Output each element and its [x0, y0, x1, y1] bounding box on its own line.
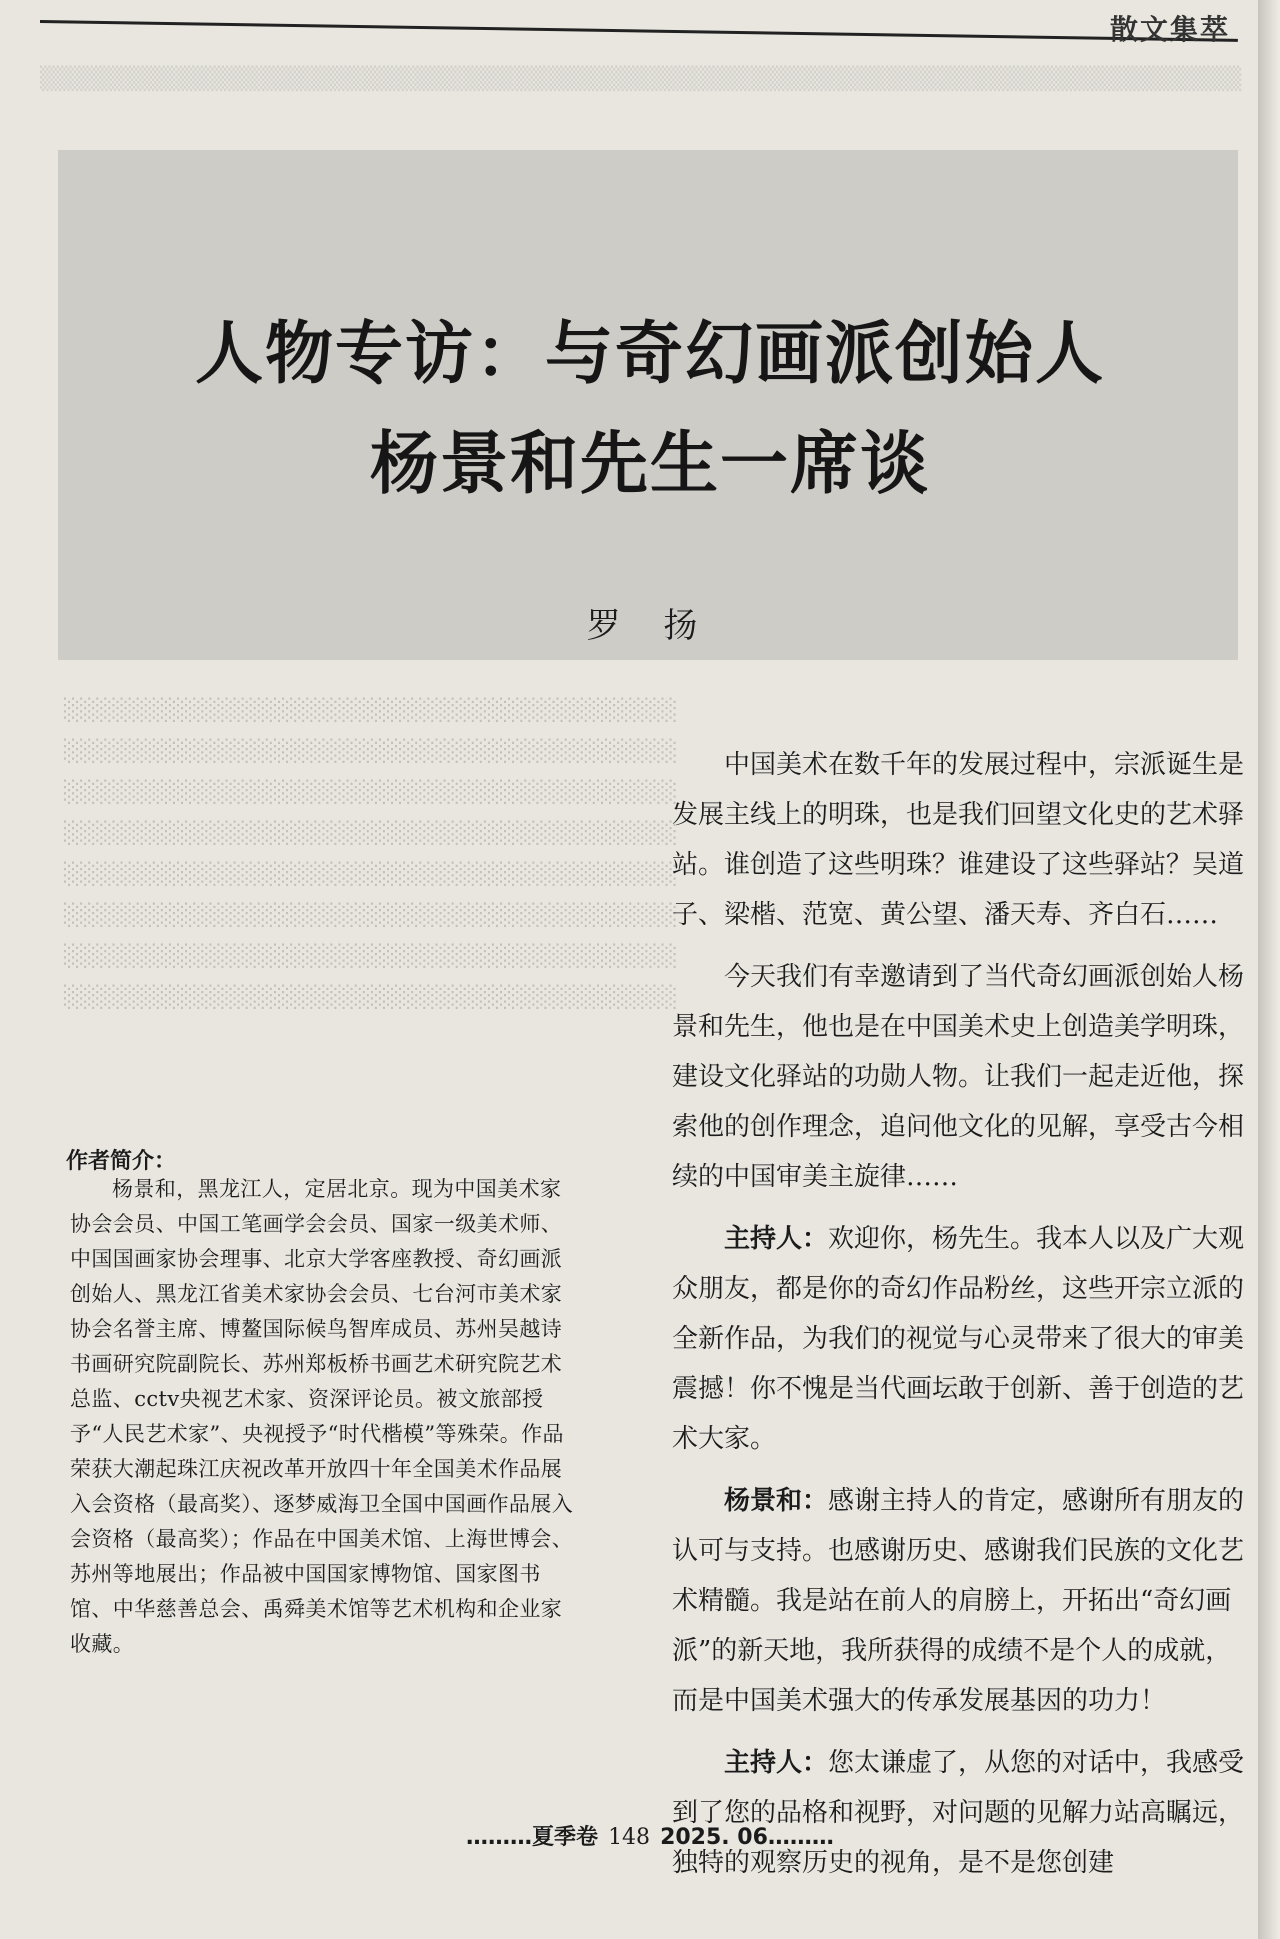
header-rule — [40, 20, 1238, 42]
footer-date: 2025. 06……… — [660, 1825, 834, 1850]
paragraph-guest-1 — [672, 1476, 1252, 1726]
article-title-line-2: 杨景和先生一席谈 — [369, 425, 930, 504]
section-label: 散文集萃 — [1109, 13, 1230, 46]
bleed-through-texture: ▒▒▒▒▒▒▒▒▒▒▒▒▒▒▒▒▒▒▒▒▒▒▒▒▒▒▒▒▒▒▒▒▒▒▒▒▒▒▒▒▒▒▒▒▒▒▒▒▒▒▒▒▒▒▒▒▒▒▒▒▒▒▒▒▒▒▒▒▒▒▒ — [40, 67, 1242, 92]
paragraph-guest-intro: 今天我们有幸邀请到了当代奇幻画派创始人杨景和先生，他也是在中国美术史上创造美学明珠，建设文化驿站的功勋人物。让我们一起走近他，探索他的创作理念，追问他文化的见解，享受古今相续的中国审美主旋律…… — [672, 962, 1245, 1192]
speaker-host: 主持人： — [724, 1224, 829, 1254]
footer-volume: ………夏季卷 — [466, 1825, 599, 1850]
article-body — [672, 740, 1252, 1900]
page-number: 148 — [608, 1825, 651, 1850]
guest-remark: 感谢主持人的肯定，感谢所有朋友的认可与支持。也感谢历史、感谢我们民族的文化艺术精髓。我是站在前人的肩膀上，开拓出“奇幻画派”的新天地，我所获得的成绩不是个人的成就，而是中国美术强大的传承发展基因的功力！ — [672, 1486, 1245, 1716]
bio-text: 杨景和，黑龙江人，定居北京。现为中国美术家协会会员、中国工笔画学会会员、国家一级美术师、中国国画家协会理事、北京大学客座教授、奇幻画派创始人、黑龙江省美术家协会会员、七台河市美术家协会名誉主席、博鳌国际候鸟智库成员、苏州吴越诗书画研究院副院长、苏州郑板桥书画艺术研究院艺术总监、cctv央视艺术家、资深评论员。被文旅部授予“人民艺术家”、央视授予“时代楷模”等殊荣。作品荣获大潮起珠江庆祝改革开放四十年全国美术作品展入会资格（最高奖）、逐梦威海卫全国中国画作品展入会资格（最高奖）；作品在中国美术馆、上海世博会、苏州等地展出；作品被中国国家博物馆、国家图书馆、中华慈善总会、禹舜美术馆等艺术机构和企业家收藏。 — [70, 1177, 574, 1656]
page-footer — [0, 1820, 1258, 1851]
paragraph-intro: 中国美术在数千年的发展过程中，宗派诞生是发展主线上的明珠，也是我们回望文化史的艺术驿站。谁创造了这些明珠？谁建设了这些驿站？吴道子、梁楷、范宽、黄公望、潘天寿、齐白石…… — [672, 750, 1245, 930]
host-remark: 您太谦虚了，从您的对话中，我感受到了您的品格和视野，对问题的见解力站高瞩远，独特的观察历史的视角，是不是您创建 — [672, 1748, 1245, 1878]
host-remark: 欢迎你，杨先生。我本人以及广大观众朋友，都是你的奇幻作品粉丝，这些开宗立派的全新作品，为我们的视觉与心灵带来了很大的审美震撼！你不愧是当代画坛敢于创新、善于创造的艺术大家。 — [672, 1224, 1245, 1454]
paragraph-host-1 — [672, 1214, 1252, 1464]
article-title-line-1: 人物专访：与奇幻画派创始人 — [194, 315, 1105, 394]
article-author: 罗 扬 — [586, 606, 714, 646]
faded-image-area: ░░░░░░░░░░░░░░░░░░░░░░░░░░░░░░░░░░░░░░ ░░░░░░░░░░░░░░░░░░░░░░░░░░░░░░░░░░░░░░ ░░░░░░░░░░░░░░░░░░░░░░░░░░░░░░░░░░░░░░ ░░░░░░░░░░░░░░░░░░░░░░░░░░░░░░░░░░░░░░ ░░░░░░░░░░░░░░░░░░░░░░░░░░░░░░░░░░░░░░ ░░░░░░░░░░░░░░░░░░░░░░░░░░░░░░░░░░░░░░ ░░░░░░░░░░░░░░░░░░░░░░░░░░░░░░░░░░░░░░ ░░░░░░░░░░░░░░░░░░░░░░░░░░░░░░░░░░░░░░ — [64, 698, 678, 1009]
speaker-host: 主持人： — [724, 1748, 829, 1778]
speaker-guest: 杨景和： — [724, 1486, 829, 1516]
bio-heading: 作者简介： — [66, 1149, 177, 1174]
title-background — [58, 150, 1238, 660]
next-page-edge — [1258, 0, 1280, 1939]
paragraph-host-2 — [672, 1738, 1252, 1888]
